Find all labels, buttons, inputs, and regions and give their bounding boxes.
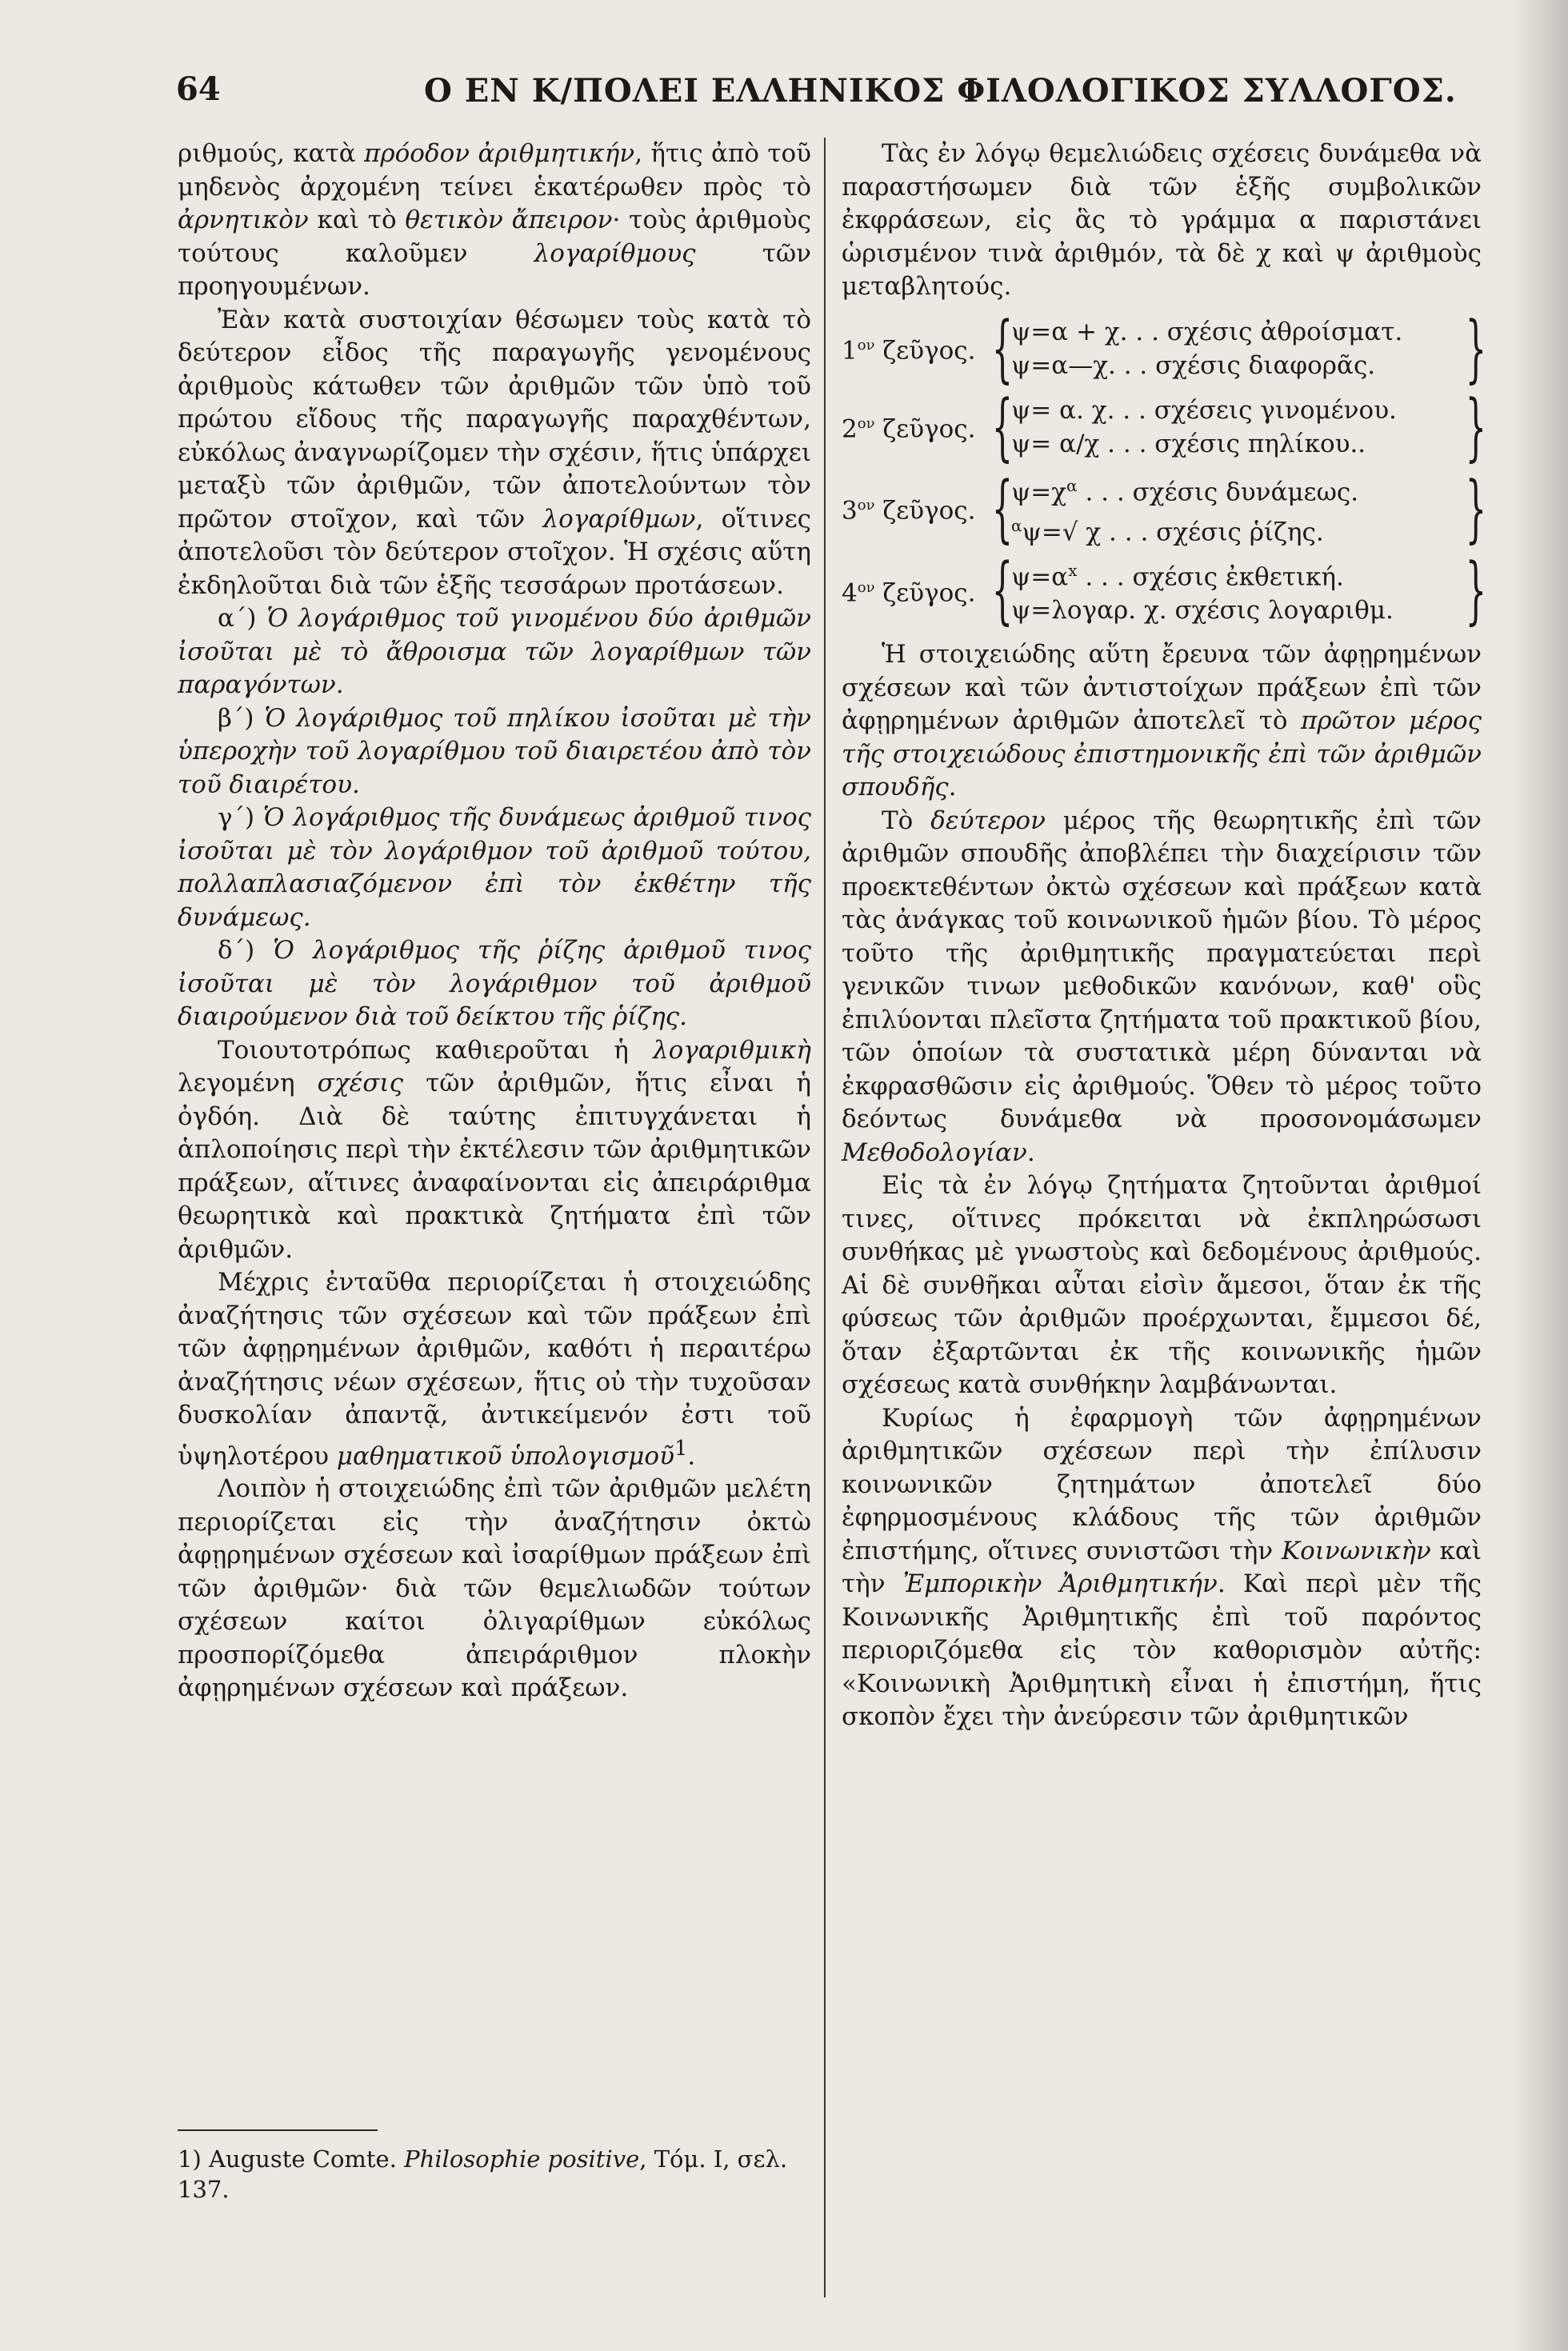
right-paragraph-4: Εἰς τὰ ἐν λόγῳ ζητήματα ζητοῦνται ἀριθμοί τινες, οἵτινες πρόκειται νὰ ἐκπληρώσωσι συνθήκας μὲ γνωστοὺς καὶ δεδομένους ἀριθμούς. Αἱ δὲ συνθῆκαι αὗται εἰσὶν ἄμεσοι, ὅταν ἐκ τῆς φύσεως τῶν ἀριθμῶν προέρχωνται, ἔμμεσοι δέ, ὅταν ἐξαρτῶνται ἐκ τῆς κοινωνικῆς ἡμῶν σχέσεως κατὰ συνθήκην λαμβάνωνται. — [842, 1171, 1482, 1400]
running-head: Ο ΕΝ Κ/ΠΟΛΕΙ ΕΛΛΗΝΙΚΟΣ ΦΙΛΟΛΟΓΙΚΟΣ ΣΥΛΛΟΓΟΣ. — [424, 72, 1457, 110]
formula-pair-1 — [842, 305, 1487, 391]
left-paragraph-9: Λοιπὸν ἡ στοιχειώδης ἐπὶ τῶν ἀριθμῶν μελέτη περιορίζεται εἰς τὴν ἀναζήτησιν ὀκτὼ ἀφῃρημένων σχέσεων καὶ ἰσαρίθμων πράξεων ἐπὶ τῶν ἀριθμῶν· διὰ τῶν θεμελιωδῶν τούτων σχέσεων καίτοι ὀλιγαρίθμων εὐκόλως προσπορίζόμεθα ἀπειράριθμον πλοκὴν ἀφῃρημένων σχέσεων καὶ πράξεων. — [178, 1474, 811, 1703]
formula: $\psi=\chi^\alpha$ . . . σχέσις δυνάμεως. — [1011, 475, 1359, 506]
left-brace-icon: { — [991, 305, 1014, 391]
formula: $\psi=\alpha^x$ . . . σχέσις ἐκθετική. — [1011, 561, 1344, 592]
right-paragraph-1: Τὰς ἐν λόγῳ θεμελιώδεις σχέσεις δυνάμεθα νὰ παραστήσωμεν διὰ τῶν ἑξῆς συμβολικῶν ἐκφράσεων, εἰς ἃς τὸ γράμμα α παριστάνει ὡρισμένον τινὰ ἀριθμόν, τὰ δὲ χ καὶ ψ ἀριθμοὺς μεταβλητούς. — [842, 139, 1482, 301]
proposition-c: γ΄) Ὁ λογάριθμος τῆς δυνάμεως ἀριθμοῦ τινος ἰσοῦται μὲ τὸν λογάριθμον τοῦ ἀριθμοῦ τούτου, πολλαπλασιαζόμενον ἐπὶ τὸν ἐκθέτην τῆς δυνάμεως. — [178, 803, 811, 932]
pair-label: $4^{o\nu}$ ζεῦγος. — [842, 578, 976, 608]
left-column — [178, 138, 811, 1705]
left-paragraph-1: ριθμούς, κατὰ πρόοδον ἀριθμητικήν, ἥτις ἀπὸ τοῦ μηδενὸς ἀρχομένη τείνει ἑκατέρωθεν πρὸς τὸ ἀρνητικὸν καὶ τὸ θετικὸν ἄπειρον· τοὺς ἀριθμοὺς τούτους καλοῦμεν λογαρίθμους τῶν προηγουμένων. — [178, 139, 811, 301]
formula-pair-3 — [842, 465, 1487, 551]
right-paragraph-2: Ἡ στοιχειώδης αὕτη ἔρευνα τῶν ἀφῃρημένων σχέσεων καὶ τῶν ἀντιστοίχων πράξεων ἐπὶ τῶν ἀφῃρημένων ἀριθμῶν ἀποτελεῖ τὸ πρῶτον μέρος τῆς στοιχειώδους ἐπιστημονικῆς ἐπὶ τῶν ἀριθμῶν σπουδῆς. — [842, 640, 1482, 802]
page-header — [176, 70, 1472, 118]
formula-pair-2 — [842, 383, 1487, 470]
page-number: 64 — [176, 70, 221, 108]
right-column — [842, 138, 1487, 1734]
right-paragraph-5: Κυρίως ἡ ἐφαρμογὴ τῶν ἀφῃρημένων ἀριθμητικῶν σχέσεων περὶ τὴν ἐπίλυσιν κοινωνικῶν ζητημάτων ἀποτελεῖ δύο ἐφηρμοσμένους κλάδους τῆς τῶν ἀριθμῶν ἐπιστήμης, οἵτινες συνιστῶσι τὴν Κοινωνικὴν καὶ τὴν Ἐμπορικὴν Ἀριθμητικήν. Καὶ περὶ μὲν τῆς Κοινωνικῆς Ἀριθμητικῆς ἐπὶ τοῦ παρόντος περιοριζόμεθα εἰς τὸν καθορισμὸν αὐτῆς: «Κοινωνικὴ Ἀριθμητικὴ εἶναι ἡ ἐπιστήμη, ἥτις σκοπὸν ἔχει τὴν ἀνεύρεσιν τῶν ἀριθμητικῶν — [842, 1403, 1482, 1732]
footnote: 1) Auguste Comte. Philosophie positive, Τόμ. I, σελ. 137. — [178, 2145, 788, 2203]
proposition-d: δ΄) Ὁ λογάριθμος τῆς ῥίζης ἀριθμοῦ τινος ἰσοῦται μὲ τὸν λογάριθμον τοῦ ἀριθμοῦ διαιρούμενον διὰ τοῦ δείκτου τῆς ῥίζης. — [178, 936, 811, 1031]
formula: $^\alpha$ψ=√ χ . . . σχέσις ῥίζης. — [1011, 515, 1324, 547]
formula: ψ= α. χ. . . σχέσεις γινομένου. — [1011, 395, 1397, 425]
footnote-rule — [178, 2129, 378, 2131]
left-brace-icon: { — [991, 465, 1014, 551]
left-brace-icon: { — [991, 383, 1014, 470]
column-divider — [824, 138, 826, 2297]
formula: ψ=α + χ. . . σχέσις ἀθροίσματ. — [1011, 317, 1403, 346]
pair-label: $2^{o\nu}$ ζεῦγος. — [842, 414, 976, 444]
left-brace-icon: { — [991, 547, 1014, 634]
proposition-b: β΄) Ὁ λογάριθμος τοῦ πηλίκου ἰσοῦται μὲ τὴν ὑπεροχὴν τοῦ λογαρίθμου τοῦ διαιρετέου ἀπὸ τὸν τοῦ διαιρέτου. — [178, 703, 811, 799]
formula: ψ=λογαρ. χ. σχέσις λογαριθμ. — [1011, 596, 1394, 626]
right-brace-icon: } — [1465, 465, 1487, 551]
pair-label: $1^{o\nu}$ ζεῦγος. — [842, 336, 976, 366]
spine-shadow — [1512, 0, 1568, 2351]
right-brace-icon: } — [1465, 383, 1487, 470]
left-paragraph-2: Ἐὰν κατὰ συστοιχίαν θέσωμεν τοὺς κατὰ τὸ δεύτερον εἶδος τῆς παραγωγῆς γενομένους ἀριθμοὺς κάτωθεν τῶν ἀριθμῶν τῶν ὑπὸ τοῦ πρώτου εἴδους τῆς παραγωγῆς παραχθέντων, εὐκόλως ἀναγνωρίζομεν τὴν σχέσιν, ἥτις ὑπάρχει μεταξὺ τῶν ἀριθμῶν, τῶν ἀποτελούντων τὸν πρῶτον στοῖχον, καὶ τῶν λογαρίθμων, οἵτινες ἀποτελοῦσι τὸν δεύτερον στοῖχον. Ἡ σχέσις αὕτη ἐκδηλοῦται διὰ τῶν ἑξῆς τεσσάρων προτάσεων. — [178, 305, 811, 600]
proposition-a: α΄) Ὁ λογάριθμος τοῦ γινομένου δύο ἀριθμῶν ἰσοῦται μὲ τὸ ἄθροισμα τῶν λογαρίθμων τῶν παραγόντων. — [178, 604, 811, 699]
left-paragraph-7: Τοιουτοτρόπως καθιεροῦται ἡ λογαριθμικὴ λεγομένη σχέσις τῶν ἀριθμῶν, ἥτις εἶναι ἡ ὀγδόη. Διὰ δὲ ταύτης ἐπιτυγχάνεται ἡ ἁπλοποίησις περὶ τὴν ἐκτέλεσιν τῶν ἀριθμητικῶν πράξεων, αἵτινες ἀναφαίνονται εἰς ἀπειράριθμα θεωρητικὰ καὶ πρακτικὰ ζητήματα ἐπὶ τῶν ἀριθμῶν. — [178, 1035, 811, 1264]
right-paragraph-3: Τὸ δεύτερον μέρος τῆς θεωρητικῆς ἐπὶ τῶν ἀριθμῶν σπουδῆς ἀποβλέπει τὴν διαχείρισιν τῶν προεκτεθέντων ὀκτὼ σχέσεων καὶ πράξεων κατὰ τὰς ἀνάγκας τοῦ κοινωνικοῦ ἡμῶν βίου. Τὸ μέρος τοῦτο τῆς ἀριθμητικῆς πραγματεύεται περὶ γενικῶν τινων μεθοδικῶν κανόνων, καθ' οὓς ἐπιλύονται πλεῖστα ζητήματα τοῦ πρακτικοῦ βίου, τῶν ὁποίων τὰ συστατικὰ μέρη δύνανται νὰ ἐκφρασθῶσιν εἰς ἀριθμούς. Ὅθεν τὸ μέρος τοῦτο δεόντως δυνάμεθα νὰ προσονομάσωμεν Μεθοδολογίαν. — [842, 806, 1482, 1167]
right-brace-icon: } — [1465, 547, 1487, 634]
right-brace-icon: } — [1465, 305, 1487, 391]
formula: ψ= α/χ . . . σχέσις πηλίκου.. — [1011, 429, 1366, 458]
formula: ψ=α—χ. . . σχέσις διαφορᾶς. — [1011, 350, 1376, 380]
pair-label: $3^{o\nu}$ ζεῦγος. — [842, 496, 976, 526]
left-paragraph-8: Μέχρις ἐνταῦθα περιορίζεται ἡ στοιχειώδης ἀναζήτησις τῶν σχέσεων καὶ τῶν πράξεων ἐπὶ τῶν ἀφῃρημένων ἀριθμῶν, καθότι ἡ περαιτέρω ἀναζήτησις νέων σχέσεων, ἥτις οὐ τὴν τυχοῦσαν δυσκολίαν ἀπαντᾷ, ἀντικείμενόν ἐστι τοῦ ὑψηλοτέρου μαθηματικοῦ ὑπολογισμοῦ$^1$. — [178, 1268, 811, 1470]
footnote-marker: 1 — [674, 1436, 688, 1461]
formula-pairs — [842, 305, 1487, 634]
formula-pair-4 — [842, 547, 1487, 634]
